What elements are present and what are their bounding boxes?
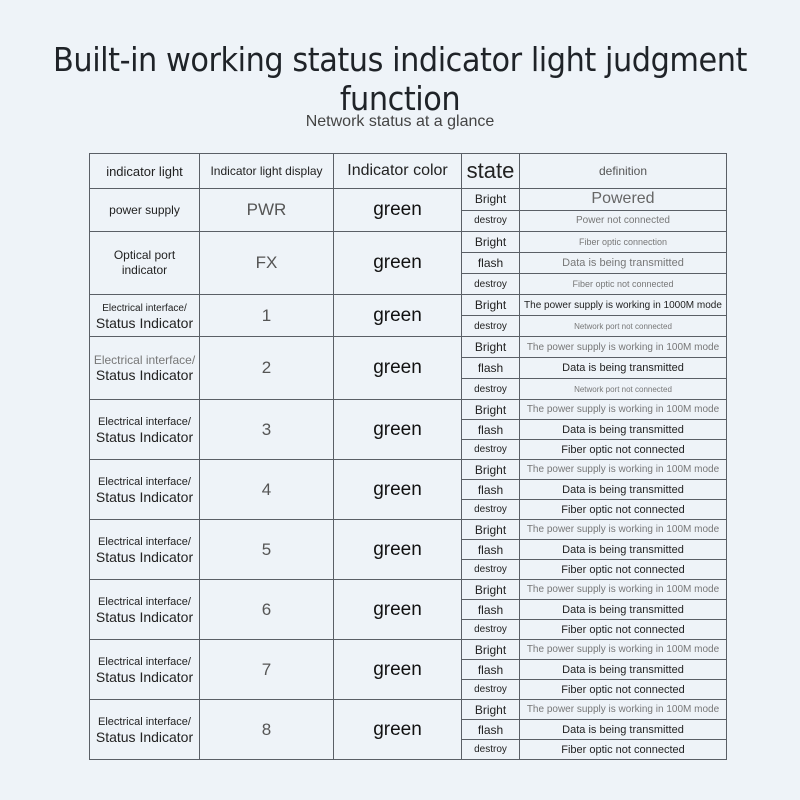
indicator-label-b: Status Indicator [95,314,194,331]
state-cell: Bright [462,400,520,420]
color-cell: green [334,640,462,700]
state-cell: destroy [462,680,520,700]
color-cell: green [334,460,462,520]
definition-cell: The power supply is working in 100M mode [520,520,727,540]
color-cell: green [334,580,462,640]
definition-cell: Fiber optic not connected [520,500,727,520]
table-row [90,520,727,540]
color-cell: green [334,295,462,337]
definition-cell: Fiber optic not connected [520,680,727,700]
definition-cell: Powered [520,189,727,211]
indicator-cell [90,580,200,640]
definition-cell: Data is being transmitted [520,420,727,440]
table-header-row [90,154,727,189]
indicator-label-a: Electrical interface/ [98,655,191,668]
display-cell: PWR [200,189,334,232]
display-cell: 5 [200,520,334,580]
definition-cell: Network port not connected [520,316,727,337]
table-row [90,232,727,253]
header-indicator-display: Indicator light display [200,154,334,189]
state-cell: flash [462,720,520,740]
color-cell: green [334,232,462,295]
definition-cell: Network port not connected [520,379,727,400]
page-title: Built-in working status indicator light judgment function [53,40,747,118]
state-cell: Bright [462,189,520,211]
indicator-cell [90,520,200,580]
color-cell: green [334,700,462,760]
state-cell: flash [462,540,520,560]
indicator-label-b: Status Indicator [95,548,194,565]
state-cell: Bright [462,520,520,540]
table-row [90,700,727,720]
display-cell: 2 [200,337,334,400]
state-cell: destroy [462,500,520,520]
header-definition: definition [520,154,727,189]
indicator-cell: Optical port indicator [90,232,200,295]
definition-cell: Data is being transmitted [520,540,727,560]
definition-cell: Fiber optic not connected [520,560,727,580]
indicator-cell [90,295,200,337]
state-cell: destroy [462,274,520,295]
state-cell: destroy [462,316,520,337]
definition-cell: Fiber optic not connected [520,740,727,760]
color-cell: green [334,189,462,232]
definition-cell: Data is being transmitted [520,358,727,379]
header-indicator-color: Indicator color [334,154,462,189]
definition-cell: Fiber optic connection [520,232,727,253]
indicator-label-a: Electrical interface/ [98,715,191,728]
page-subtitle: Network status at a glance [305,113,495,130]
display-cell: 3 [200,400,334,460]
indicator-label-b: Status Indicator [95,608,194,625]
state-cell: flash [462,358,520,379]
table-row [90,580,727,600]
display-cell: FX [200,232,334,295]
state-cell: destroy [462,379,520,400]
state-cell: Bright [462,337,520,358]
table-row [90,337,727,358]
display-cell: 7 [200,640,334,700]
state-cell: Bright [462,232,520,253]
state-cell: flash [462,480,520,500]
color-cell: green [334,520,462,580]
indicator-label-a: Electrical interface/ [98,535,191,548]
state-cell: destroy [462,440,520,460]
indicator-label-b: Status Indicator [95,488,194,505]
state-cell: flash [462,660,520,680]
state-cell: destroy [462,210,520,232]
definition-cell: The power supply is working in 100M mode [520,400,727,420]
definition-cell: Data is being transmitted [520,480,727,500]
definition-cell: Data is being transmitted [520,720,727,740]
state-cell: Bright [462,460,520,480]
definition-cell: The power supply is working in 100M mode [520,580,727,600]
display-cell: 4 [200,460,334,520]
definition-cell: The power supply is working in 100M mode [520,337,727,358]
definition-cell: The power supply is working in 100M mode [520,700,727,720]
indicator-label-b: Status Indicator [95,428,194,445]
indicator-table [89,153,727,760]
display-cell: 1 [200,295,334,337]
definition-cell: Data is being transmitted [520,600,727,620]
table-row [90,460,727,480]
indicator-label-a: Electrical interface/ [98,595,191,608]
state-cell: flash [462,420,520,440]
state-cell: destroy [462,560,520,580]
definition-cell: Fiber optic not connected [520,274,727,295]
definition-cell: Data is being transmitted [520,660,727,680]
indicator-label-b: Status Indicator [95,366,194,383]
indicator-label-b: Status Indicator [95,668,194,685]
header-indicator-light: indicator light [90,154,200,189]
indicator-cell [90,700,200,760]
state-cell: destroy [462,740,520,760]
state-cell: Bright [462,700,520,720]
indicator-label-a: Electrical interface/ [93,352,196,367]
definition-cell: The power supply is working in 100M mode [520,460,727,480]
indicator-cell [90,460,200,520]
definition-cell: Fiber optic not connected [520,620,727,640]
display-cell: 6 [200,580,334,640]
state-cell: Bright [462,580,520,600]
indicator-label-a: Electrical interface/ [98,415,191,428]
header-state: state [462,154,520,189]
state-cell: flash [462,253,520,274]
state-cell: Bright [462,640,520,660]
definition-cell: Data is being transmitted [520,253,727,274]
table-row [90,640,727,660]
display-cell: 8 [200,700,334,760]
indicator-label-a: Electrical interface/ [98,475,191,488]
indicator-cell [90,337,200,400]
indicator-cell [90,640,200,700]
table-row [90,189,727,211]
state-cell: flash [462,600,520,620]
definition-cell: The power supply is working in 100M mode [520,640,727,660]
indicator-cell [90,400,200,460]
indicator-cell: power supply [90,189,200,232]
color-cell: green [334,337,462,400]
definition-cell: Fiber optic not connected [520,440,727,460]
definition-cell: The power supply is working in 1000M mode [520,295,727,316]
definition-cell: Power not connected [520,210,727,232]
state-cell: Bright [462,295,520,316]
indicator-label-a: Electrical interface/ [102,302,187,314]
indicator-label-b: Status Indicator [95,728,194,745]
state-cell: destroy [462,620,520,640]
color-cell: green [334,400,462,460]
table-row [90,400,727,420]
table-row [90,295,727,316]
